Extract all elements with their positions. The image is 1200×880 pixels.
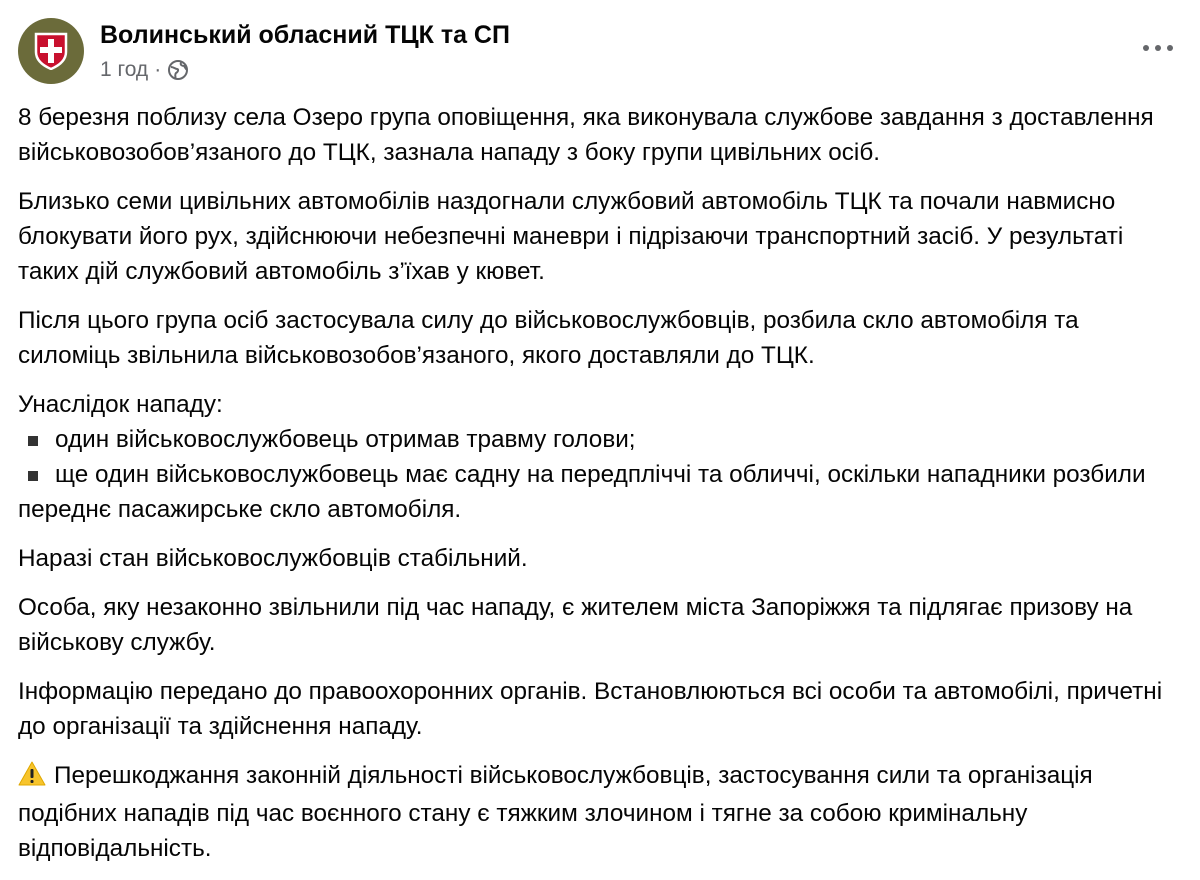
more-dot <box>1155 45 1161 51</box>
more-options-button[interactable] <box>1138 36 1178 60</box>
more-dot <box>1167 45 1173 51</box>
list-item-text: ще один військовослужбовець має садну на передпліччі та обличчі, оскільки нападники розбили переднє пасажирське скло автомобіля. <box>18 461 1146 523</box>
shield-cross-icon <box>34 32 68 70</box>
avatar[interactable] <box>18 18 84 84</box>
post-body <box>18 100 1183 880</box>
paragraph-4-intro: Унаслідок нападу: <box>18 391 223 418</box>
bullet-square-icon <box>28 436 38 446</box>
paragraph-5: Наразі стан військовослужбовців стабільний. <box>18 545 528 572</box>
more-horizontal-icon <box>1143 45 1149 51</box>
post-time[interactable]: 1 год <box>100 58 149 81</box>
globe-icon[interactable] <box>167 59 189 81</box>
author-block <box>100 20 510 82</box>
paragraph-1: 8 березня поблизу села Озеро група оповіщення, яка виконувала службове завдання з доставлення військовозобов’язаного до ТЦК, зазнала нападу з боку групи цивільних осіб. <box>18 104 1154 166</box>
paragraph-8 <box>18 758 1183 866</box>
paragraph-7: Інформацію передано до правоохоронних органів. Встановлюються всі особи та автомобілі, причетні до організації та здійснення нападу. <box>18 678 1163 740</box>
paragraph-2: Близько семи цивільних автомобілів наздогнали службовий автомобіль ТЦК та почали навмисно блокувати його рух, здійснюючи небезпечні маневри і підрізаючи транспортний засіб. У результаті таких дій службовий автомобіль з’їхав у кювет. <box>18 188 1124 285</box>
paragraph-6: Особа, яку незаконно звільнили під час нападу, є жителем міста Запоріжжя та підлягає призову на військову службу. <box>18 594 1133 656</box>
list-item-text: один військовослужбовець отримав травму голови; <box>55 426 636 453</box>
post-meta <box>100 58 510 82</box>
meta-separator: · <box>154 58 162 81</box>
post-header <box>18 18 510 84</box>
list-item <box>18 422 1183 457</box>
paragraph-3: Після цього група осіб застосувала силу до військовослужбовців, розбила скло автомобіля та силоміць звільнила військовозобов’язаного, якого доставляли до ТЦК. <box>18 307 1079 369</box>
warning-text: Перешкоджання законній діяльності військовослужбовців, застосування сили та організація подібних нападів під час воєнного стану є тяжким злочином і тягне за собою кримінальну відповідальність. <box>18 762 1093 862</box>
author-name[interactable]: Волинський обласний ТЦК та СП <box>100 21 510 49</box>
warning-icon <box>18 761 46 796</box>
bullet-square-icon <box>28 471 38 481</box>
list-item <box>18 457 1183 527</box>
